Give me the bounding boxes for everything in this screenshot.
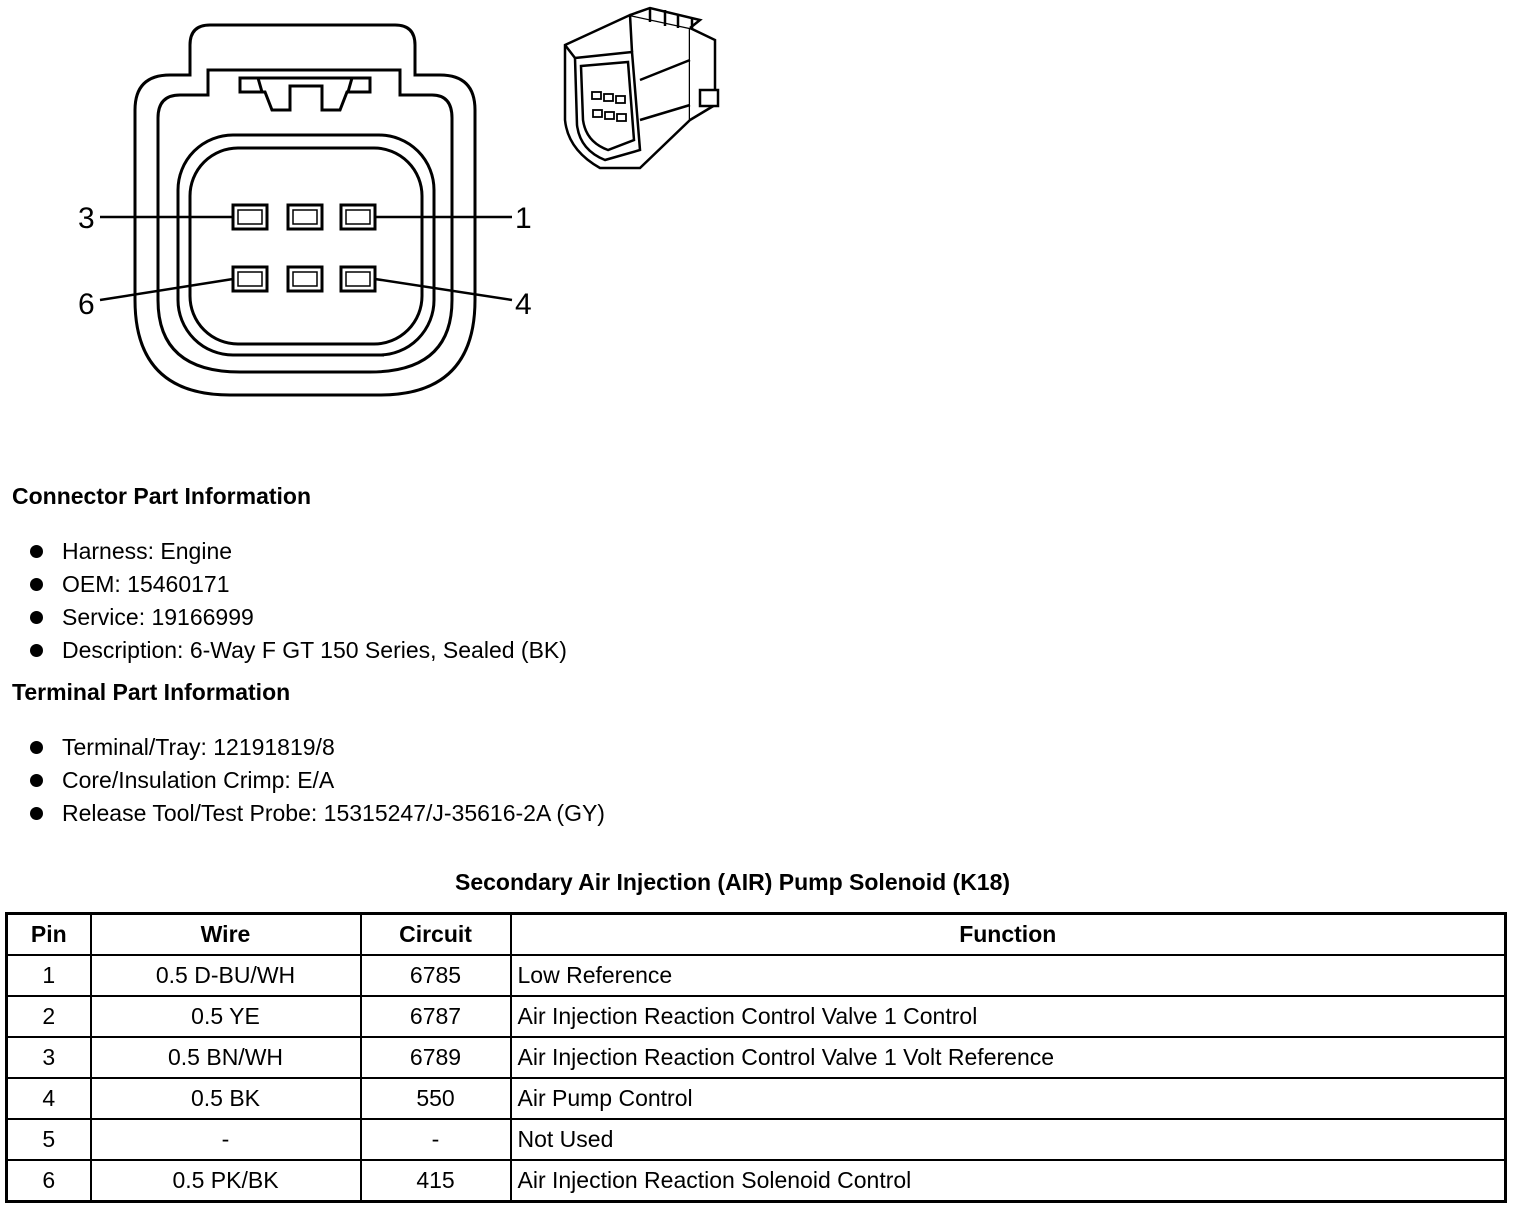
table-row	[7, 955, 1506, 996]
bullet-icon	[30, 611, 43, 624]
connector-diagram	[0, 0, 760, 420]
circuit-cell: 6785	[361, 955, 511, 996]
wire-cell: 0.5 D-BU/WH	[91, 955, 361, 996]
wire-cell: 0.5 BN/WH	[91, 1037, 361, 1078]
list-item: OEM: 15460171	[28, 568, 567, 601]
wire-cell: -	[91, 1119, 361, 1160]
list-item: Service: 19166999	[28, 601, 567, 634]
terminal-info-list	[28, 731, 605, 830]
function-cell: Not Used	[511, 1119, 1506, 1160]
circuit-cell: 6789	[361, 1037, 511, 1078]
column-header-wire: Wire	[91, 914, 361, 956]
list-item: Terminal/Tray: 12191819/8	[28, 731, 605, 764]
table-row	[7, 1119, 1506, 1160]
table-row	[7, 1078, 1506, 1119]
terminal-cavity-outer	[178, 135, 434, 355]
list-item: Description: 6-Way F GT 150 Series, Sealed (BK)	[28, 634, 567, 667]
circuit-cell: 550	[361, 1078, 511, 1119]
leader-pin-6	[100, 279, 233, 300]
table-header-row	[7, 914, 1506, 956]
connector-info-list	[28, 535, 567, 667]
function-cell: Low Reference	[511, 955, 1506, 996]
circuit-cell: 415	[361, 1160, 511, 1202]
table-row	[7, 1037, 1506, 1078]
pin-label-1: 1	[515, 202, 532, 235]
leader-pin-4	[375, 279, 512, 300]
pin-cell: 1	[7, 955, 91, 996]
pin-label-4: 4	[515, 288, 532, 321]
wire-cell: 0.5 PK/BK	[91, 1160, 361, 1202]
list-item: Release Tool/Test Probe: 15315247/J-35616-2A (GY)	[28, 797, 605, 830]
bullet-icon	[30, 545, 43, 558]
wire-cell: 0.5 BK	[91, 1078, 361, 1119]
pin-label-6: 6	[78, 288, 95, 321]
table-row	[7, 1160, 1506, 1202]
list-item: Harness: Engine	[28, 535, 567, 568]
function-cell: Air Pump Control	[511, 1078, 1506, 1119]
column-header-function: Function	[511, 914, 1506, 956]
wire-cell: 0.5 YE	[91, 996, 361, 1037]
column-header-circuit: Circuit	[361, 914, 511, 956]
column-header-pin: Pin	[7, 914, 91, 956]
pin-cell: 3	[7, 1037, 91, 1078]
list-item: Core/Insulation Crimp: E/A	[28, 764, 605, 797]
table-title: Secondary Air Injection (AIR) Pump Solenoid (K18)	[455, 869, 1011, 895]
pin-cell: 5	[7, 1119, 91, 1160]
connector-info-title: Connector Part Information	[12, 483, 312, 509]
circuit-cell: 6787	[361, 996, 511, 1037]
bullet-icon	[30, 578, 43, 591]
bullet-icon	[30, 741, 43, 754]
pin-label-3: 3	[78, 202, 95, 235]
pinout-table	[5, 912, 1507, 1203]
pin-cell: 6	[7, 1160, 91, 1202]
function-cell: Air Injection Reaction Control Valve 1 Control	[511, 996, 1506, 1037]
terminal-info-title: Terminal Part Information	[12, 679, 291, 705]
bullet-icon	[30, 774, 43, 787]
bullet-icon	[30, 807, 43, 820]
pin-cell: 2	[7, 996, 91, 1037]
table-row	[7, 996, 1506, 1037]
function-cell: Air Injection Reaction Solenoid Control	[511, 1160, 1506, 1202]
pin-cell: 4	[7, 1078, 91, 1119]
connector-isometric-view	[565, 8, 718, 168]
bullet-icon	[30, 644, 43, 657]
function-cell: Air Injection Reaction Control Valve 1 Volt Reference	[511, 1037, 1506, 1078]
circuit-cell: -	[361, 1119, 511, 1160]
